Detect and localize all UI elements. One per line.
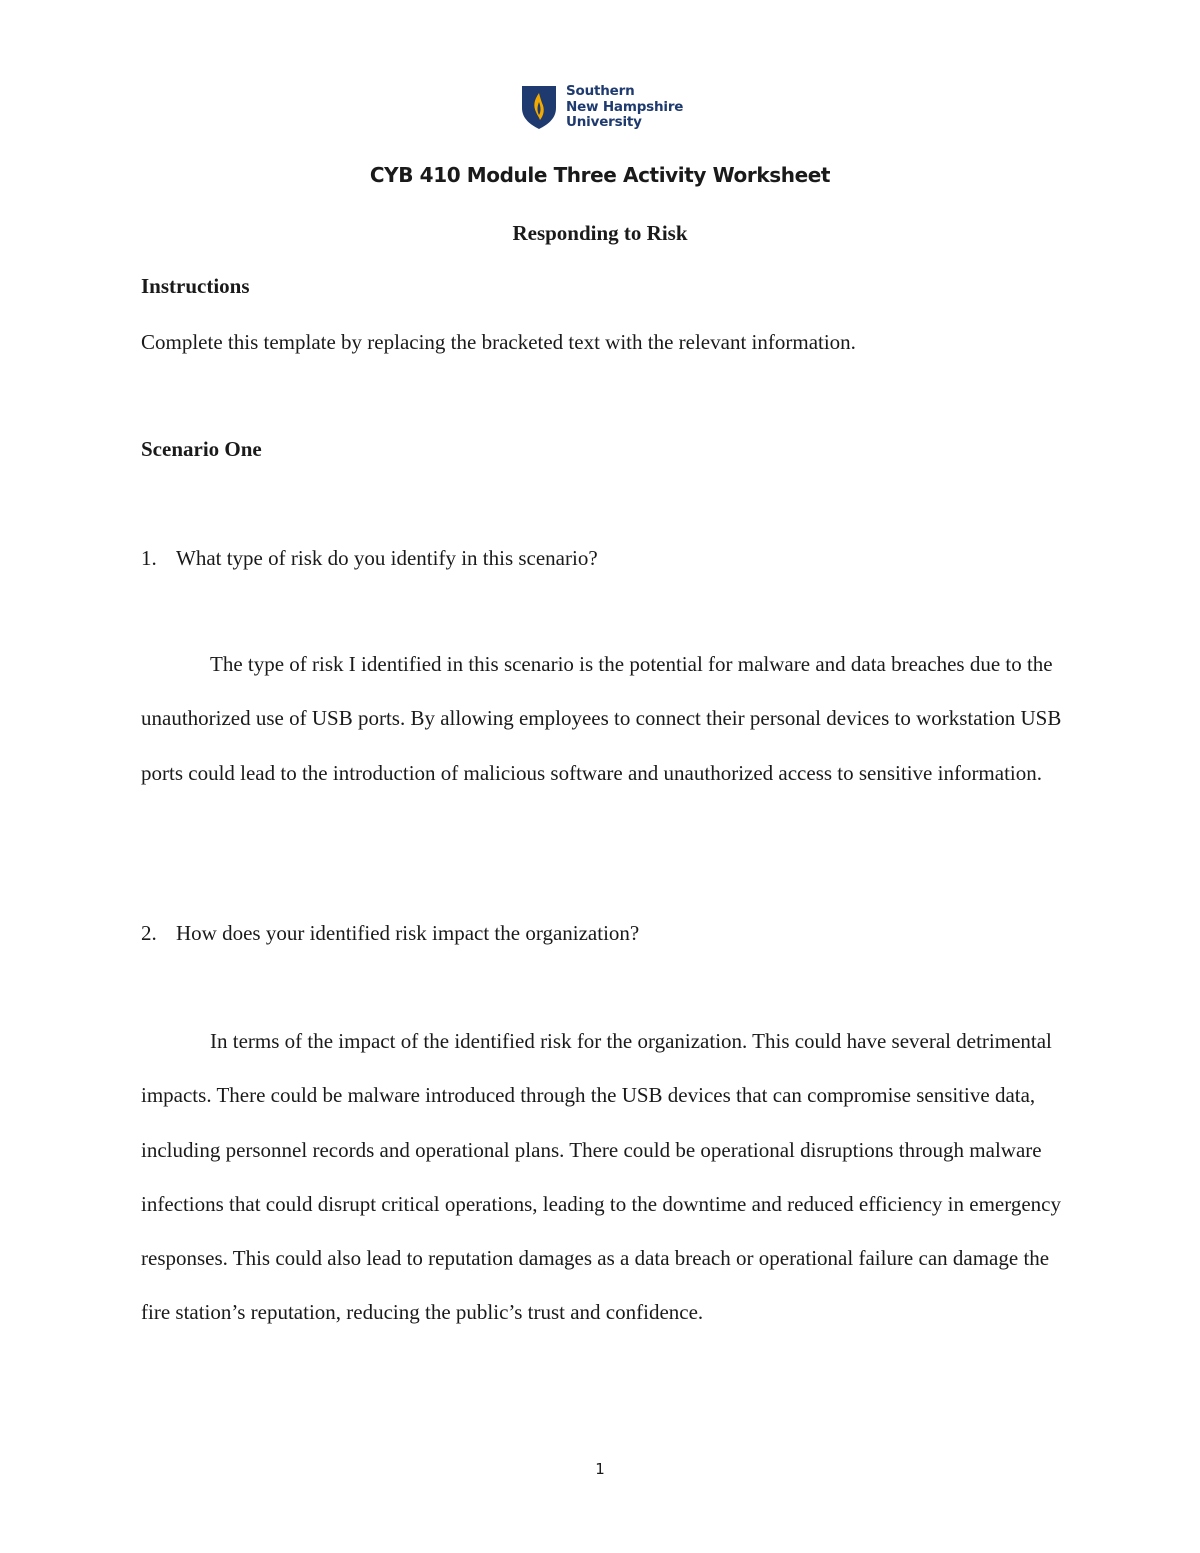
question-number: 1. [141, 546, 157, 570]
instructions-text: Complete this template by replacing the bracketed text with the relevant information. [141, 330, 856, 354]
question-text: What type of risk do you identify in this scenario? [176, 546, 598, 570]
page-number: 1 [595, 1460, 605, 1478]
university-logo [520, 84, 690, 134]
question-number: 2. [141, 921, 157, 945]
scenario-one-heading: Scenario One [141, 437, 262, 461]
document-title: CYB 410 Module Three Activity Worksheet [369, 163, 831, 187]
logo-line: University [566, 114, 642, 130]
shield-flame-icon [520, 84, 558, 130]
question-text: How does your identified risk impact the organization? [176, 921, 640, 945]
instructions-heading: Instructions [141, 274, 250, 298]
answer-paragraph: The type of risk I identified in this scenario is the potential for malware and data breaches due to the unauthorized use of USB ports. By allowing employees to connect their personal devices to workstation USB ports could lead to the introduction of malicious software and unauthorized access to sensitive information. [141, 652, 1062, 785]
logo-wordmark [566, 84, 683, 131]
logo-line: New Hampshire [566, 98, 684, 115]
answer-paragraph: In terms of the impact of the identified risk for the organization. This could have several detrimental impacts. There could be malware introduced through the USB devices that can compromise sensitive data, including personnel records and operational plans. There could be operational disruptions through malware infections that could disrupt critical operations, leading to the downtime and reduced efficiency in emergency responses. This could also lead to reputation damages as a data breach or operational failure can damage the fire station’s reputation, reducing the public’s trust and confidence. [141, 1029, 1062, 1325]
document-subtitle: Responding to Risk [512, 221, 688, 245]
logo-line: Southern [566, 83, 635, 99]
